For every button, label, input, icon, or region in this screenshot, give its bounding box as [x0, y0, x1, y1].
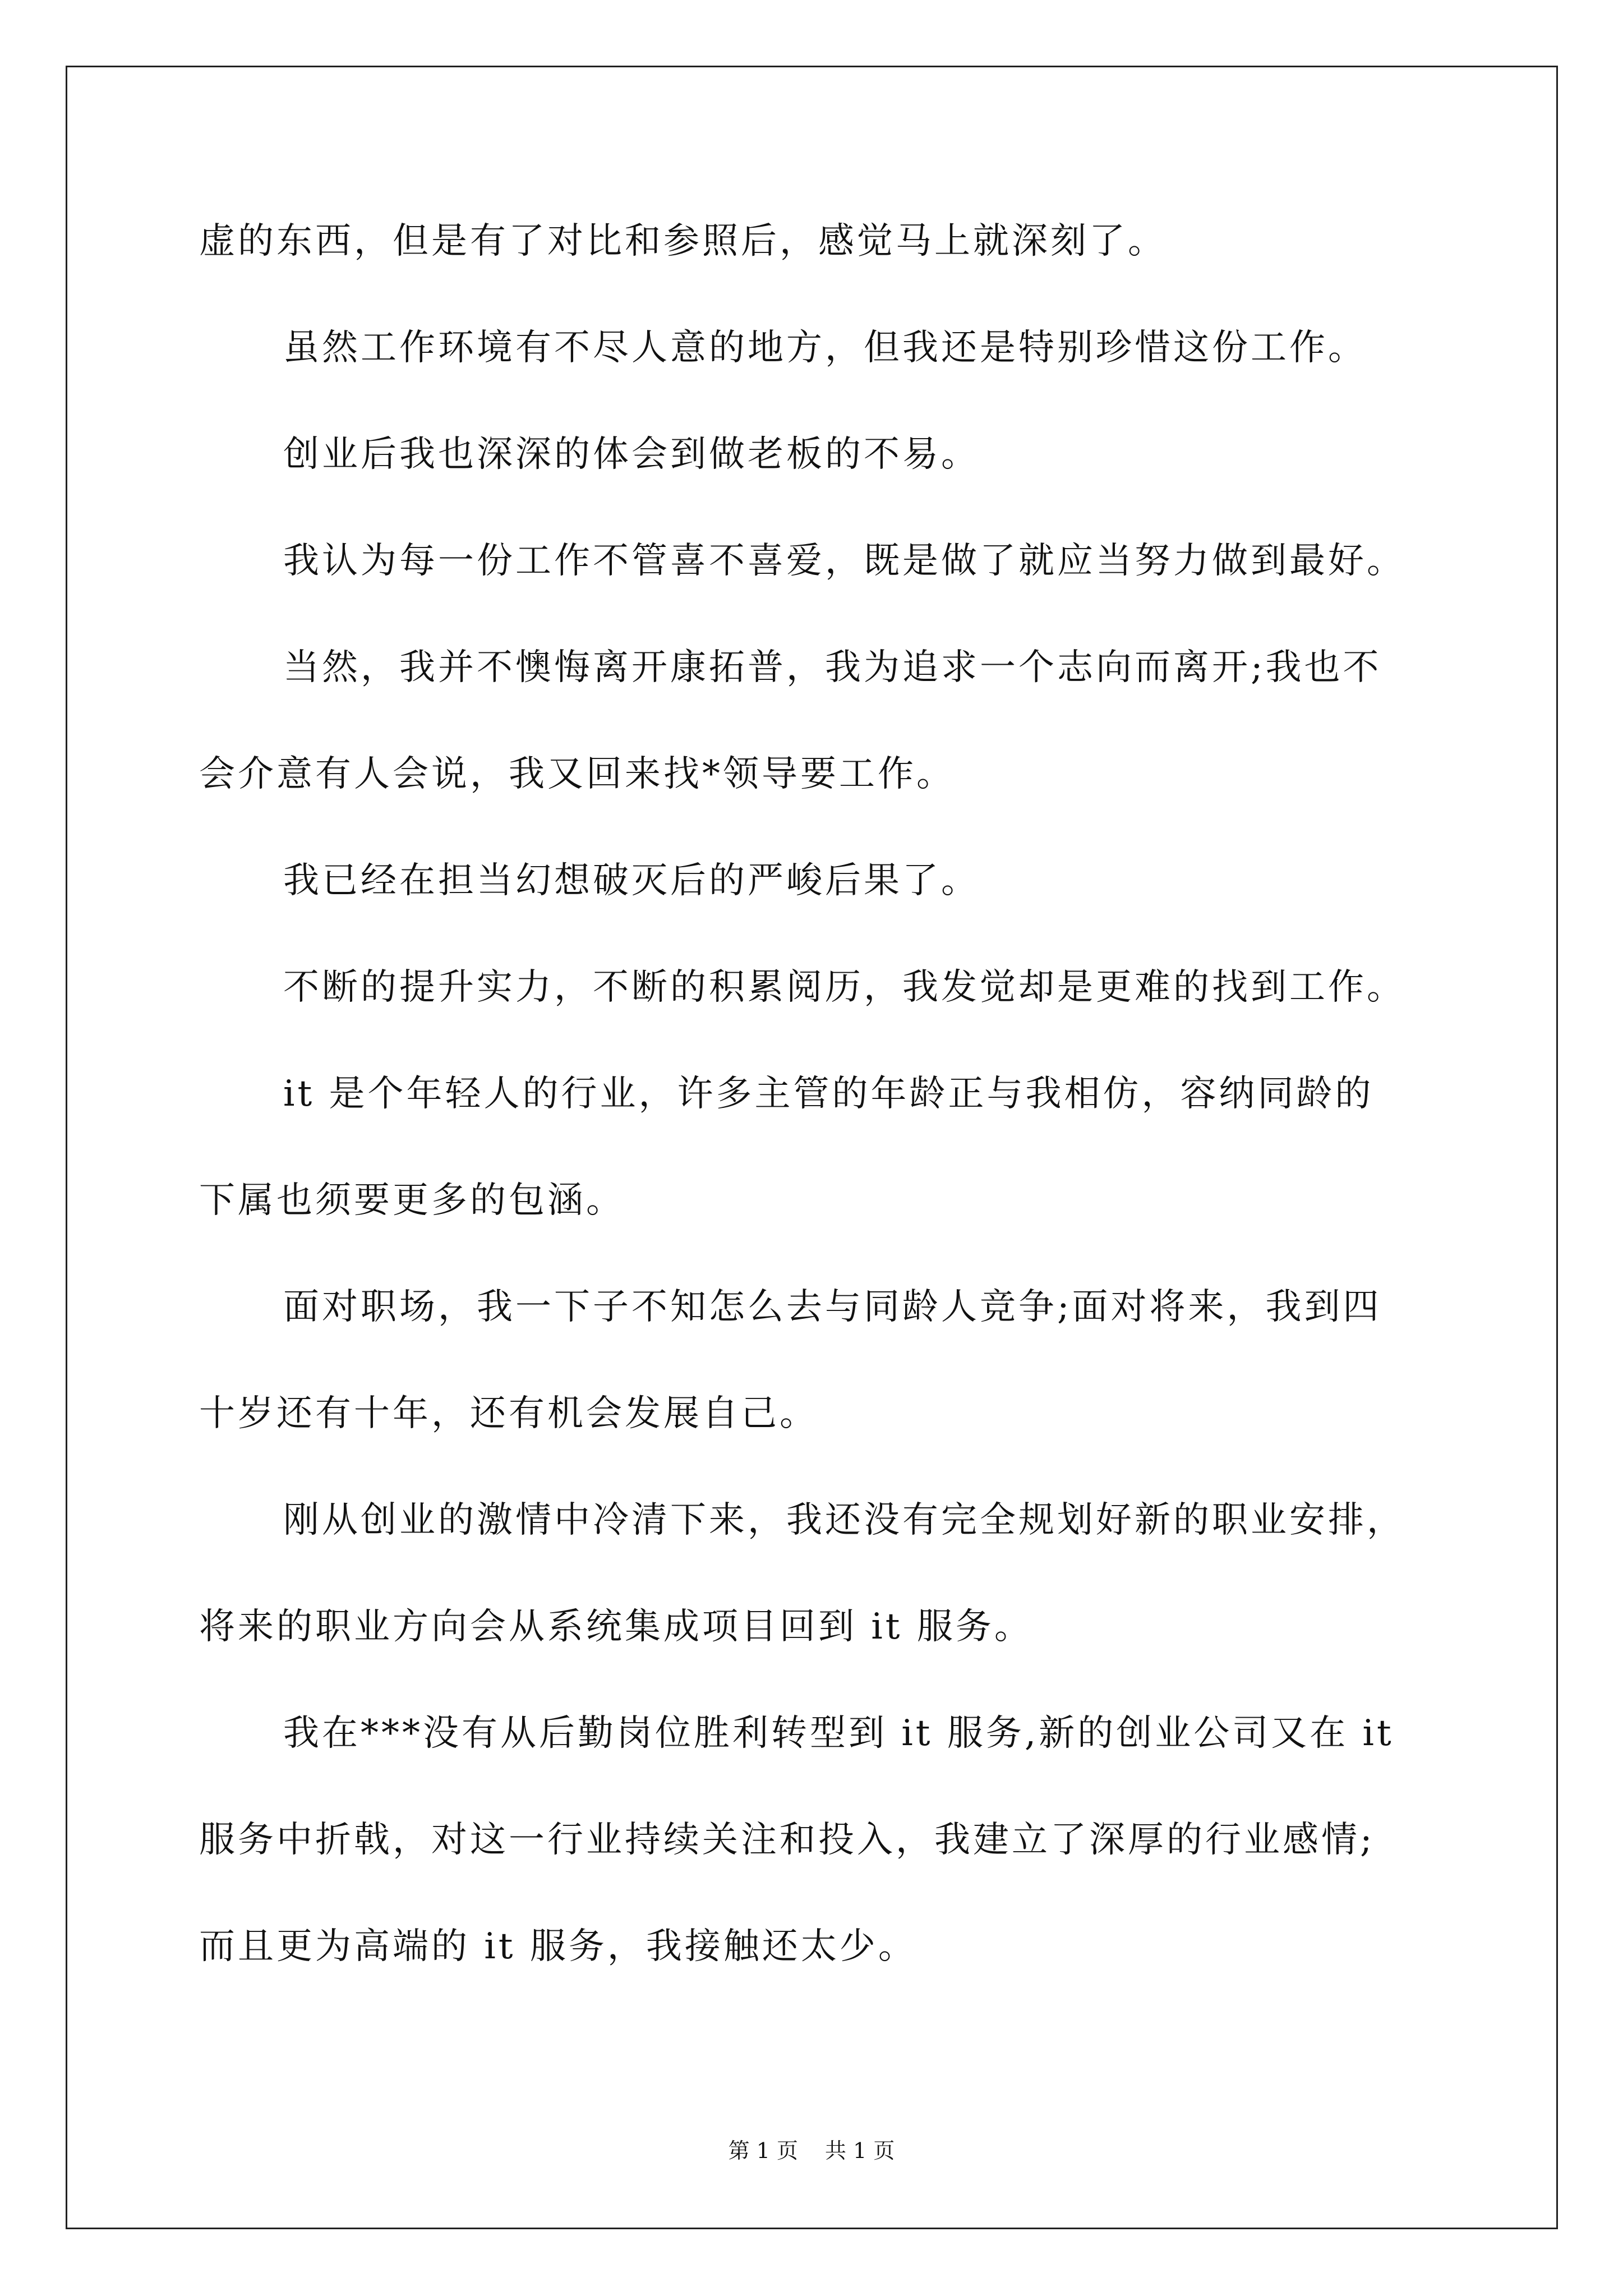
text-line: 我已经在担当幻想破灭后的严峻后果了。	[283, 860, 980, 901]
text-line: 服务中折戟，对这一行业持续关注和投入，我建立了深厚的行业感情;	[199, 1819, 1375, 1861]
text-line: 虽然工作环境有不尽人意的地方，但我还是特别珍惜这份工作。	[283, 327, 1367, 369]
text-line: 我认为每一份工作不管喜不喜爱，既是做了就应当努力做到最好。	[283, 540, 1405, 582]
text-line: 创业后我也深深的体会到做老板的不易。	[283, 434, 980, 475]
text-line: 下属也须要更多的包涵。	[199, 1180, 625, 1221]
text-line: 不断的提升实力，不断的积累阅历，我发觉却是更难的找到工作。	[283, 967, 1405, 1008]
text-line: 虚的东西，但是有了对比和参照后，感觉马上就深刻了。	[199, 220, 1166, 262]
page-total: 共 1 页	[825, 2138, 895, 2163]
text-line: 十岁还有十年，还有机会发展自己。	[199, 1393, 818, 1434]
text-line: 我在***没有从后勤岗位胜利转型到 it 服务,新的创业公司又在 it	[283, 1713, 1394, 1754]
text-line: 面对职场，我一下子不知怎么去与同龄人竞争;面对将来，我到四	[283, 1286, 1382, 1328]
text-line: 当然，我并不懊悔离开康拓普，我为追求一个志向而离开;我也不	[283, 647, 1382, 688]
text-line: it 是个年轻人的行业，许多主管的年龄正与我相仿，容纳同龄的	[283, 1073, 1374, 1115]
text-line: 会介意有人会说，我又回来找*领导要工作。	[199, 753, 955, 795]
text-line: 刚从创业的激情中冷清下来，我还没有完全规划好新的职业安排，	[283, 1499, 1405, 1541]
page-border	[66, 66, 1558, 2229]
text-line: 将来的职业方向会从系统集成项目回到 it 服务。	[199, 1606, 1033, 1648]
page-number: 第 1 页	[728, 2138, 798, 2163]
text-line: 而且更为高端的 it 服务，我接触还太少。	[199, 1926, 917, 1967]
page-footer	[0, 2134, 1623, 2168]
